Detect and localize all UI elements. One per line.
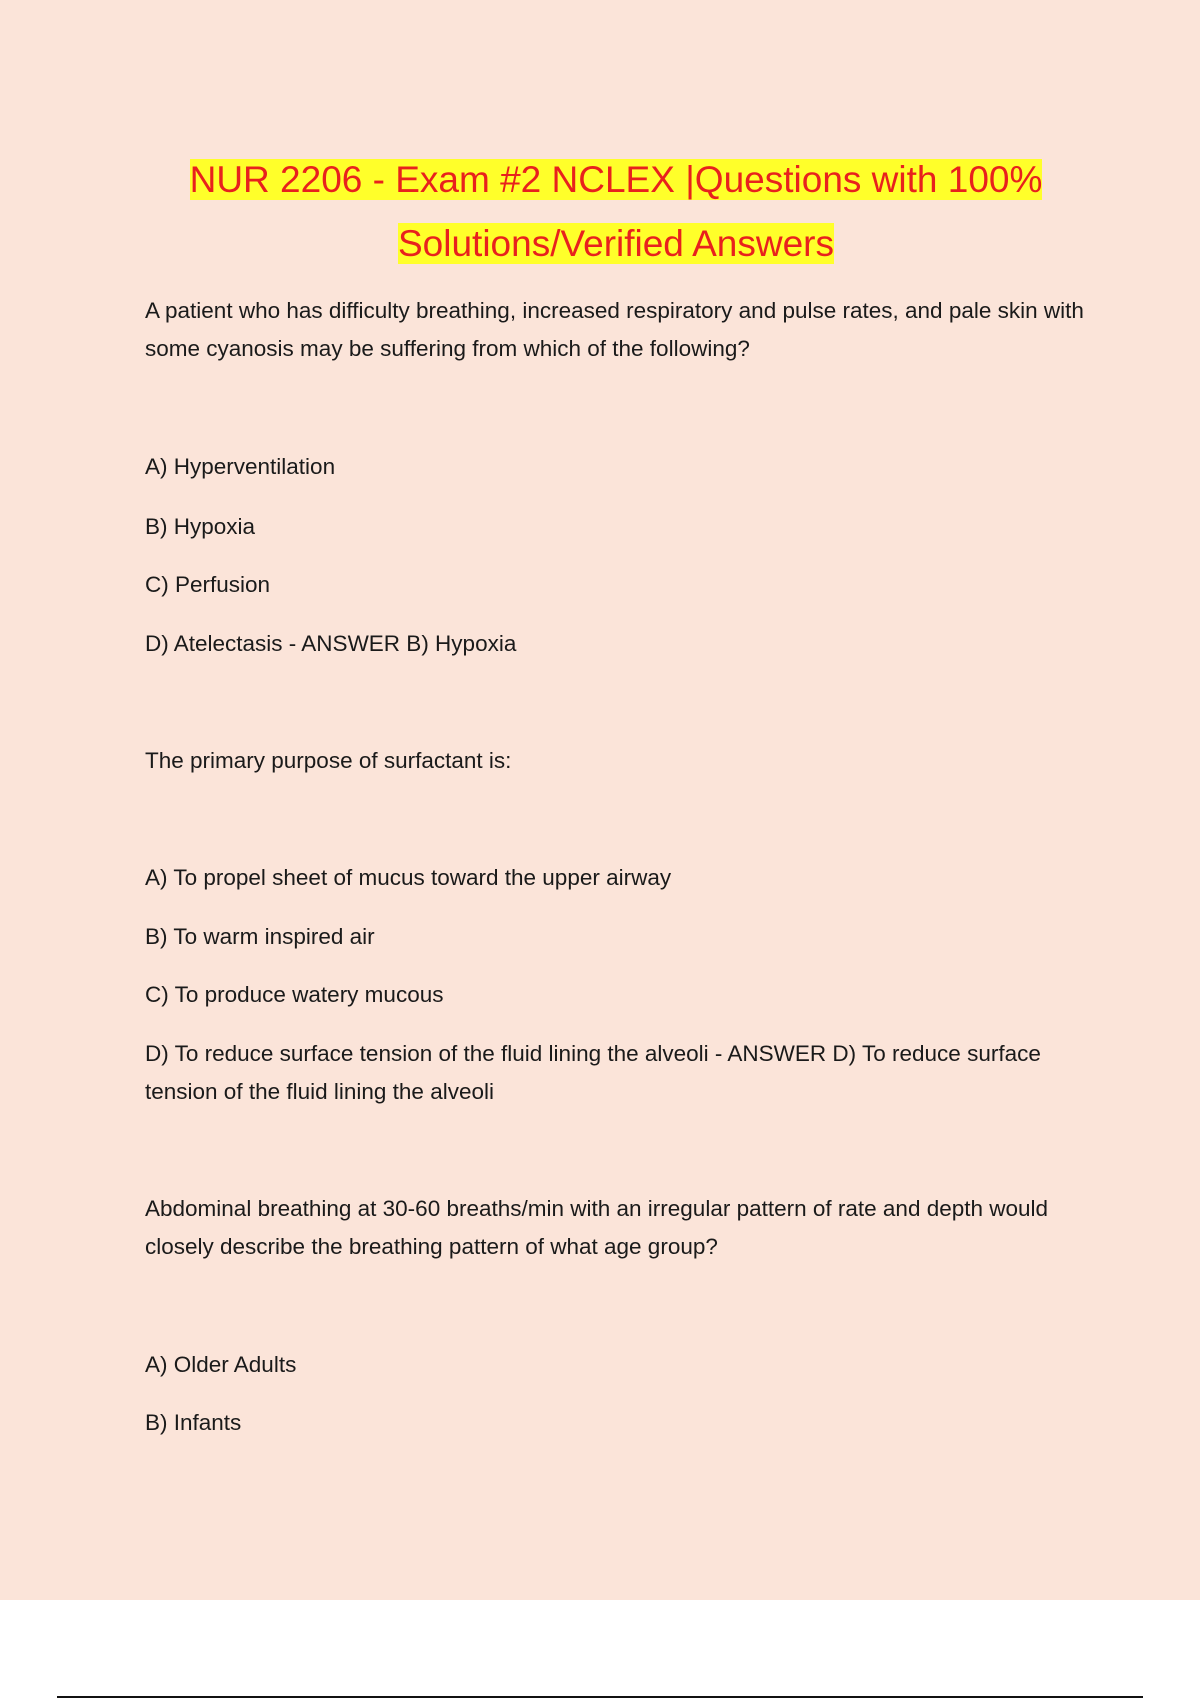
question-2-option-b: B) To warm inspired air <box>145 924 375 949</box>
question-1-option-c: C) Perfusion <box>145 572 271 597</box>
question-1-stem: A patient who has difficulty breathing, increased respiratory and pulse rates, and pale skin with some cyanosis may be suffering from which of the following? <box>145 298 1084 361</box>
title-line-1: NUR 2206 - Exam #2 NCLEX |Questions with 100% <box>189 159 1043 200</box>
question-3-option-b: B) Infants <box>145 1410 242 1435</box>
question-1-option-b: B) Hypoxia <box>145 514 256 539</box>
question-2-option-a: A) To propel sheet of mucus toward the upper airway <box>145 865 672 890</box>
footer-divider <box>57 1696 1143 1698</box>
document-title <box>100 148 1132 276</box>
title-line-2: Solutions/Verified Answers <box>397 223 834 264</box>
question-1-option-d-answer: D) Atelectasis - ANSWER B) Hypoxia <box>145 631 517 656</box>
question-2-option-c: C) To produce watery mucous <box>145 982 444 1007</box>
question-3-stem: Abdominal breathing at 30-60 breaths/min with an irregular pattern of rate and depth would closely describe the breathing pattern of what age group? <box>145 1196 1049 1259</box>
question-2-option-d-answer: D) To reduce surface tension of the fluid lining the alveoli - ANSWER D) To reduce surface tension of the fluid lining the alveoli <box>145 1041 1041 1104</box>
question-1-option-a: A) Hyperventilation <box>145 454 336 479</box>
question-3-option-a: A) Older Adults <box>145 1352 297 1377</box>
question-2-stem: The primary purpose of surfactant is: <box>145 748 512 773</box>
